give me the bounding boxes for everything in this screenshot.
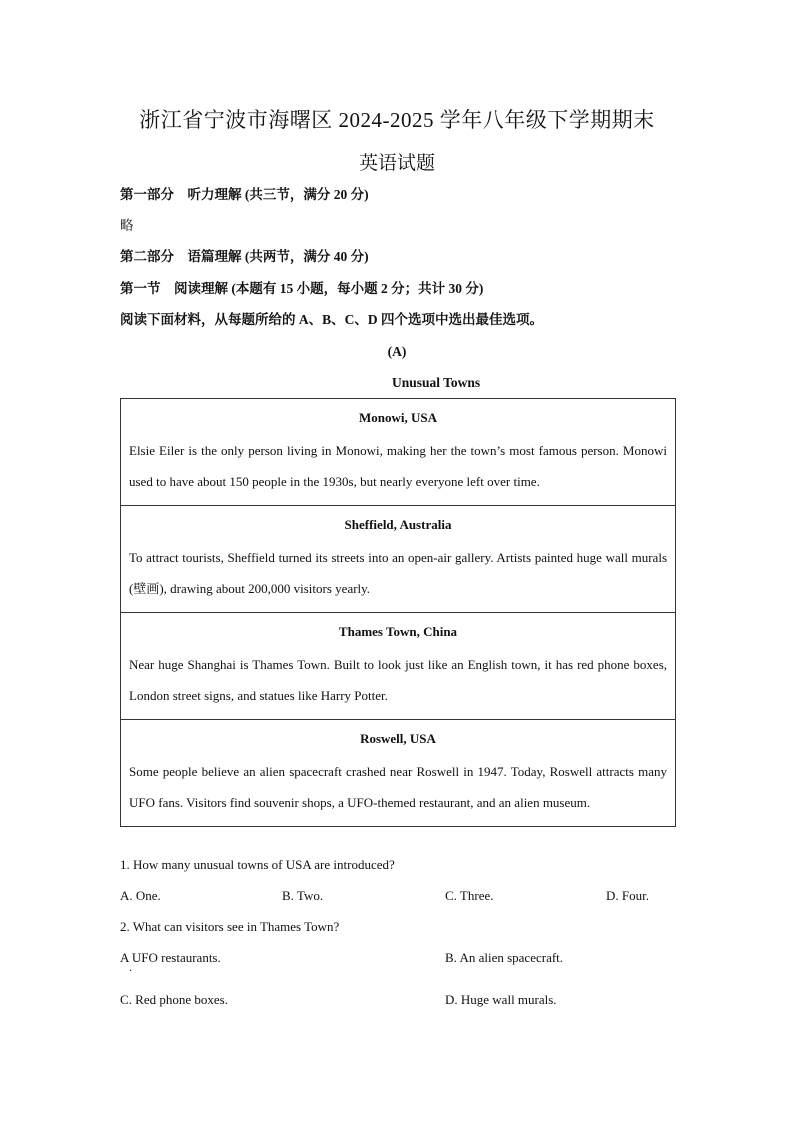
town-name: Monowi, USA: [358, 410, 437, 425]
option-d: D. Huge wall murals.: [445, 992, 557, 1007]
table-row: [121, 399, 676, 506]
town-desc: Elsie Eiler is the only person living in Monowi, making her the town’s most famous person. Monowi used to have about 150 people in the 1930s, but nearly everyone left over time.: [129, 443, 667, 489]
option-c: C. Red phone boxes.: [120, 992, 228, 1007]
passage-title: Unusual Towns: [392, 375, 481, 390]
town-name: Sheffield, Australia: [344, 517, 452, 532]
option-a: A UFO restaurants.: [120, 950, 221, 965]
town-cell: [121, 613, 676, 720]
town-cell: [121, 720, 676, 827]
table-row: [121, 720, 676, 827]
section1-note: 略: [120, 218, 134, 233]
page-title: 浙江省宁波市海曙区 2024-2025 学年八年级下学期期末: [139, 108, 655, 132]
town-desc: To attract tourists, Sheffield turned its streets into an open-air gallery. Artists painted huge wall murals (壁画), drawing about 200,000 visitors yearly.: [129, 550, 667, 596]
table-row: [121, 506, 676, 613]
town-desc: Some people believe an alien spacecraft crashed near Roswell in 1947. Today, Roswell attracts many UFO fans. Visitors find souvenir shops, a UFO-themed restaurant, and an alien museum.: [129, 764, 667, 810]
town-name: Roswell, USA: [360, 731, 436, 746]
option-a: A. One.: [120, 888, 161, 903]
option-dot: ·: [129, 966, 133, 977]
town-name: Thames Town, China: [338, 624, 458, 639]
question-stem: 1. How many unusual towns of USA are introduced?: [120, 857, 395, 872]
option-b: B. An alien spacecraft.: [445, 950, 564, 965]
option-b: B. Two.: [282, 888, 324, 903]
question-stem: 2. What can visitors see in Thames Town?: [120, 919, 340, 934]
table-row: [121, 613, 676, 720]
section1-heading: 第一部分 听力理解 (共三节，满分 20 分): [120, 187, 369, 202]
option-d: D. Four.: [606, 888, 649, 903]
town-cell: [121, 399, 676, 506]
page-subtitle: 英语试题: [358, 153, 435, 174]
section2-heading: 第二部分 语篇理解 (共两节，满分 40 分): [120, 249, 369, 264]
town-desc: Near huge Shanghai is Thames Town. Built to look just like an English town, it has red phone boxes, London street signs, and statues like Harry Potter.: [129, 657, 667, 703]
towns-table: [120, 398, 676, 827]
town-cell: [121, 506, 676, 613]
option-c: C. Three.: [445, 888, 494, 903]
part1-heading: 第一节 阅读理解 (本题有 15 小题，每小题 2 分；共计 30 分): [120, 281, 484, 296]
instruction: 阅读下面材料，从每题所给的 A、B、C、D 四个选项中选出最佳选项。: [120, 312, 544, 327]
passage-label: (A): [387, 344, 407, 359]
